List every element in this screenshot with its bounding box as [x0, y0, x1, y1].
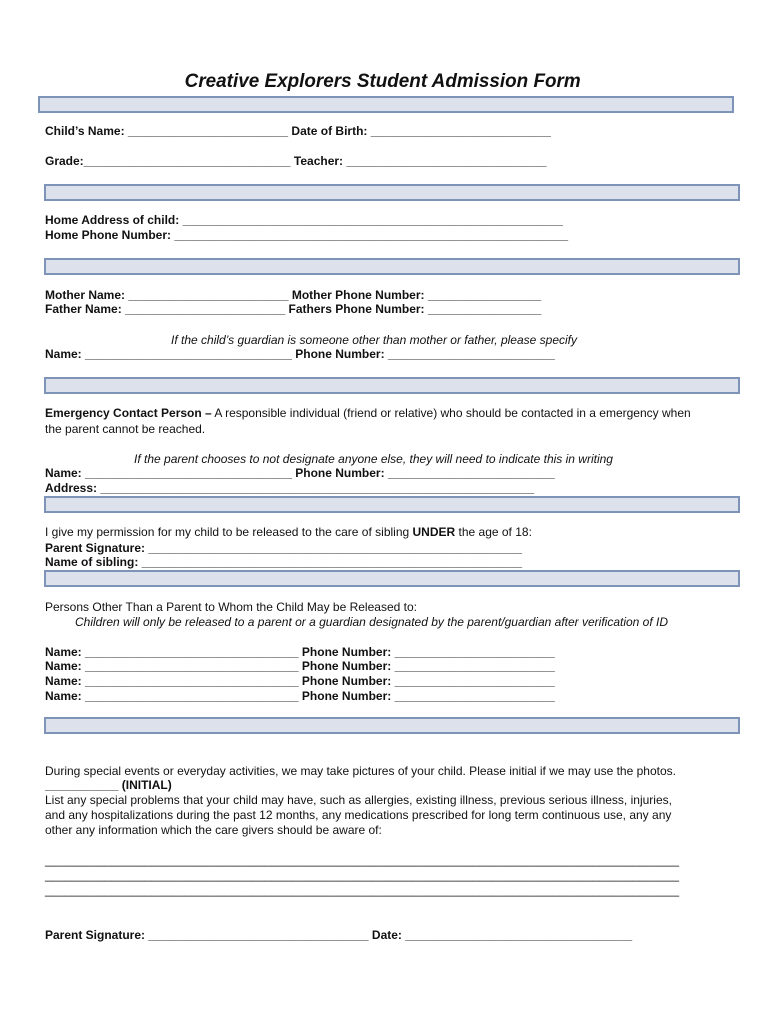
perm-text-end: the age of 18:	[455, 525, 532, 539]
section-divider-bar	[44, 496, 740, 513]
special-problems-text: and any hospitalizations during the past 12 months, any medications prescribed for long term continuous use, any any	[45, 808, 672, 822]
section-divider-bar	[44, 184, 740, 201]
emergency-description	[45, 406, 691, 421]
problems-blank-line[interactable]: _______________________________________________________________________________________________	[45, 853, 680, 867]
parent-signature-date-field[interactable]: Parent Signature: _________________________________ Date: __________________________________	[45, 928, 633, 942]
emergency-note: If the parent chooses to not designate anyone else, they will need to indicate this in writing	[134, 452, 613, 466]
photo-permission: During special events or everyday activities, we may take pictures of your child. Please initial if we may use the photos.	[45, 764, 676, 778]
father-field[interactable]: Father Name: ________________________ Fathers Phone Number: _________________	[45, 302, 542, 316]
sibling-permission	[45, 525, 532, 540]
special-problems-text: List any special problems that your child may have, such as allergies, existing illness, previous serious illness, injuries,	[45, 793, 672, 807]
section-divider-bar	[44, 570, 740, 587]
grade-field[interactable]: Grade:_______________________________ Teacher: ______________________________	[45, 154, 547, 168]
release-heading: Persons Other Than a Parent to Whom the Child May be Released to:	[45, 600, 417, 614]
photo-initial-field[interactable]: ___________ (INITIAL)	[45, 778, 172, 792]
guardian-field[interactable]: Name: _______________________________ Phone Number: _________________________	[45, 347, 555, 361]
special-problems-text: other any information which the care givers should be aware of:	[45, 823, 382, 837]
home-phone-field[interactable]: Home Phone Number: ___________________________________________________________	[45, 228, 569, 242]
emergency-address-field[interactable]: Address: _________________________________________________________________	[45, 481, 535, 495]
section-divider-bar	[38, 96, 734, 113]
release-row-3[interactable]: Name: ________________________________ Phone Number: ________________________	[45, 674, 555, 688]
mother-field[interactable]: Mother Name: ________________________ Mother Phone Number: _________________	[45, 288, 542, 302]
form-title: Creative Explorers Student Admission Form	[184, 71, 581, 92]
child-name-field[interactable]: Child’s Name: ________________________ Date of Birth: ___________________________	[45, 124, 551, 138]
guardian-note: If the child’s guardian is someone other than mother or father, please specify	[171, 333, 578, 347]
perm-under: UNDER	[412, 525, 456, 539]
perm-text: I give my permission for my child to be released to the care of sibling	[45, 525, 413, 539]
release-note: Children will only be released to a parent or a guardian designated by the parent/guardian after verification of ID	[75, 615, 669, 629]
section-divider-bar	[44, 717, 740, 734]
sibling-signature-field[interactable]: Parent Signature: ________________________________________________________	[45, 541, 523, 555]
problems-blank-line[interactable]: _______________________________________________________________________________________________	[45, 883, 680, 897]
section-divider-bar	[44, 258, 740, 275]
home-address-field[interactable]: Home Address of child: _________________________________________________________	[45, 213, 563, 227]
sibling-name-field[interactable]: Name of sibling: _________________________________________________________	[45, 555, 523, 569]
emergency-name-field[interactable]: Name: _______________________________ Phone Number: _________________________	[45, 466, 555, 480]
emergency-description-2: the parent cannot be reached.	[45, 422, 206, 436]
problems-blank-line[interactable]: _______________________________________________________________________________________________	[45, 868, 680, 882]
release-row-2[interactable]: Name: ________________________________ Phone Number: ________________________	[45, 659, 555, 673]
emergency-desc: A responsible individual (friend or relative) who should be contacted in a emergency when	[211, 406, 691, 420]
release-row-1[interactable]: Name: ________________________________ Phone Number: ________________________	[45, 645, 555, 659]
section-divider-bar	[44, 377, 740, 394]
release-row-4[interactable]: Name: ________________________________ Phone Number: ________________________	[45, 689, 555, 703]
emergency-heading: Emergency Contact Person –	[45, 406, 212, 420]
